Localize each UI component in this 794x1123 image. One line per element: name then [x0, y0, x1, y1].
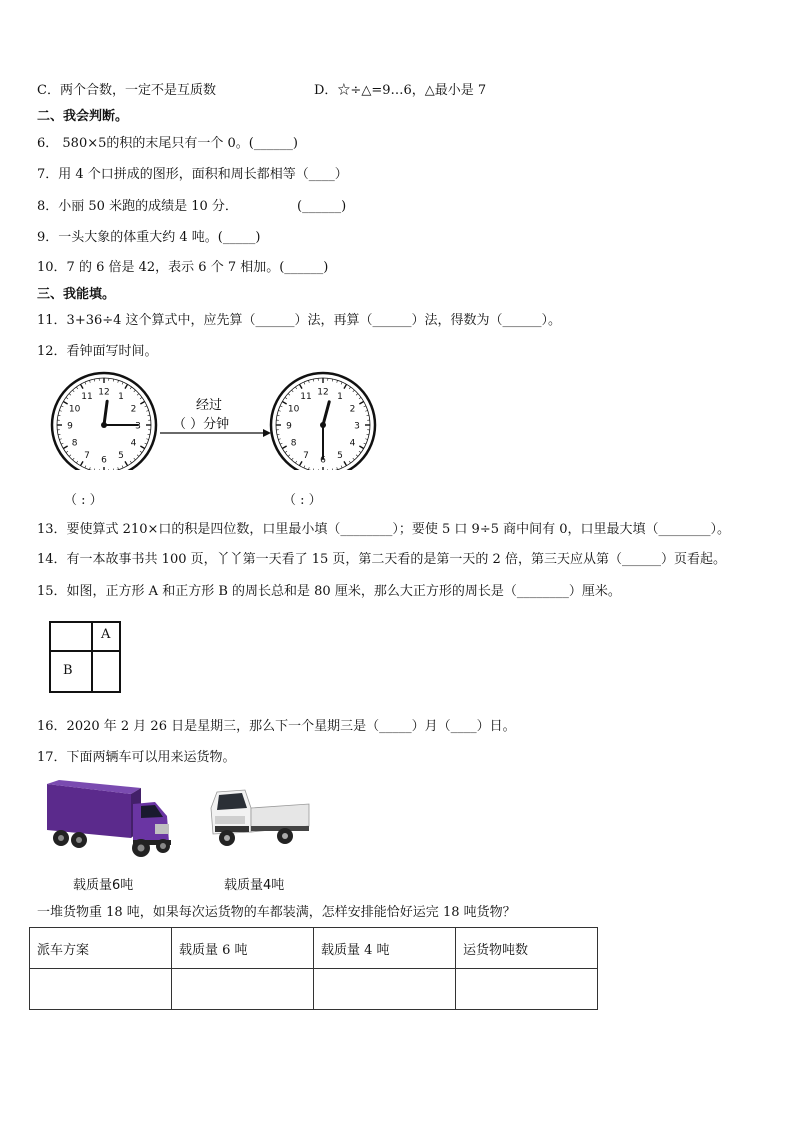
clock-number: 6	[101, 455, 107, 466]
section-fill: 三、我能填。	[37, 287, 116, 302]
clock-number: 1	[118, 392, 124, 403]
clock-number: 11	[300, 392, 312, 403]
question-13: 13．要使算式 210×口的积是四位数，口里最小填（________）；要使 5 口 9÷5 商中间有 0，口里最大填（________）。	[37, 522, 731, 537]
clock-number: 9	[67, 421, 73, 432]
table-cell[interactable]	[456, 969, 598, 1010]
clock-number: 10	[287, 404, 300, 415]
clock-number: 5	[337, 450, 343, 461]
table-cell[interactable]	[172, 969, 314, 1010]
small-truck-caption: 载质量4吨	[224, 878, 285, 893]
clock-number: 8	[71, 438, 78, 449]
clock-number: 10	[68, 404, 81, 415]
option-c: C．两个合数，一定不是互质数	[37, 83, 216, 98]
clock-number: 2	[130, 404, 137, 415]
left-clock-answer: （ : ）	[64, 493, 103, 508]
clock-center	[320, 422, 326, 428]
question-11: 11．3+36÷4 这个算式中，应先算（______）法，再算（______）法，得数为（______）。	[37, 313, 562, 328]
clock-diagram	[45, 370, 385, 470]
question-17: 17．下面两辆车可以用来运货物。	[37, 750, 236, 765]
square-figure	[49, 621, 121, 693]
question-15: 15．如图，正方形 A 和正方形 B 的周长总和是 80 厘米，那么大正方形的周长是（________）厘米。	[37, 584, 621, 599]
clock-number: 4	[130, 438, 137, 449]
arrow-head	[263, 429, 271, 437]
arrow-bottom-label: （ ）分钟	[173, 417, 230, 432]
clock-number: 12	[317, 387, 329, 398]
horizontal-divider	[49, 650, 121, 652]
small-truck-image	[205, 786, 315, 852]
clock-number: 8	[290, 438, 297, 449]
clock-number: 4	[349, 438, 356, 449]
square-b-label: B	[63, 663, 73, 678]
big-truck-caption: 载质量6吨	[73, 878, 134, 893]
clock-number: 1	[337, 392, 343, 403]
right-clock-answer: （ : ）	[283, 493, 322, 508]
table-cell[interactable]	[30, 969, 172, 1010]
clock-number: 12	[98, 387, 110, 398]
clock-number: 5	[118, 450, 124, 461]
table-header-row	[30, 928, 598, 969]
question-14: 14．有一本故事书共 100 页，丫丫第一天看了 15 页，第二天看的是第一天的 2 倍，第三天应从第（______）页看起。	[37, 552, 726, 567]
question-10: 10．7 的 6 倍是 42，表示 6 个 7 相加。(______)	[37, 260, 329, 275]
clock-number: 11	[81, 392, 93, 403]
table-header-cell: 派车方案	[30, 928, 172, 969]
option-d: D．☆÷△=9…6，△最小是 7	[314, 83, 487, 98]
clock-number: 6	[320, 455, 326, 466]
plan-table	[29, 927, 598, 1010]
question-6: 6． 580×5的积的末尾只有一个 0。(______)	[37, 136, 298, 151]
question-8-blank: (______)	[297, 199, 347, 214]
section-judge: 二、我会判断。	[37, 109, 129, 124]
question-8: 8．小丽 50 米跑的成绩是 10 分．	[37, 199, 238, 214]
question-17-sub: 一堆货物重 18 吨，如果每次运货物的车都装满，怎样安排能恰好运完 18 吨货物？	[37, 905, 516, 920]
big-truck-image	[45, 780, 173, 860]
clock-center	[101, 422, 107, 428]
clock-right	[271, 373, 375, 470]
table-header-cell: 载质量 6 吨	[172, 928, 314, 969]
clock-number: 3	[354, 421, 360, 432]
clock-number: 7	[84, 450, 90, 461]
table-header-cell: 载质量 4 吨	[314, 928, 456, 969]
arrow-top-label: 经过	[196, 398, 223, 413]
question-12: 12．看钟面写时间。	[37, 344, 158, 359]
square-a-label: A	[101, 627, 111, 642]
table-row	[30, 969, 598, 1010]
question-9: 9．一头大象的体重大约 4 吨。(_____)	[37, 230, 261, 245]
clock-number: 3	[135, 421, 141, 432]
clock-number: 7	[303, 450, 309, 461]
vertical-divider	[91, 621, 93, 693]
question-7: 7．用 4 个口拼成的图形，面积和周长都相等（____）	[37, 167, 348, 182]
table-cell[interactable]	[314, 969, 456, 1010]
question-16: 16．2020 年 2 月 26 日是星期三，那么下一个星期三是（_____）月（____）日。	[37, 719, 516, 734]
table-header-cell: 运货物吨数	[456, 928, 598, 969]
clock-number: 2	[349, 404, 356, 415]
clock-number: 9	[286, 421, 292, 432]
clock-left	[52, 373, 156, 470]
